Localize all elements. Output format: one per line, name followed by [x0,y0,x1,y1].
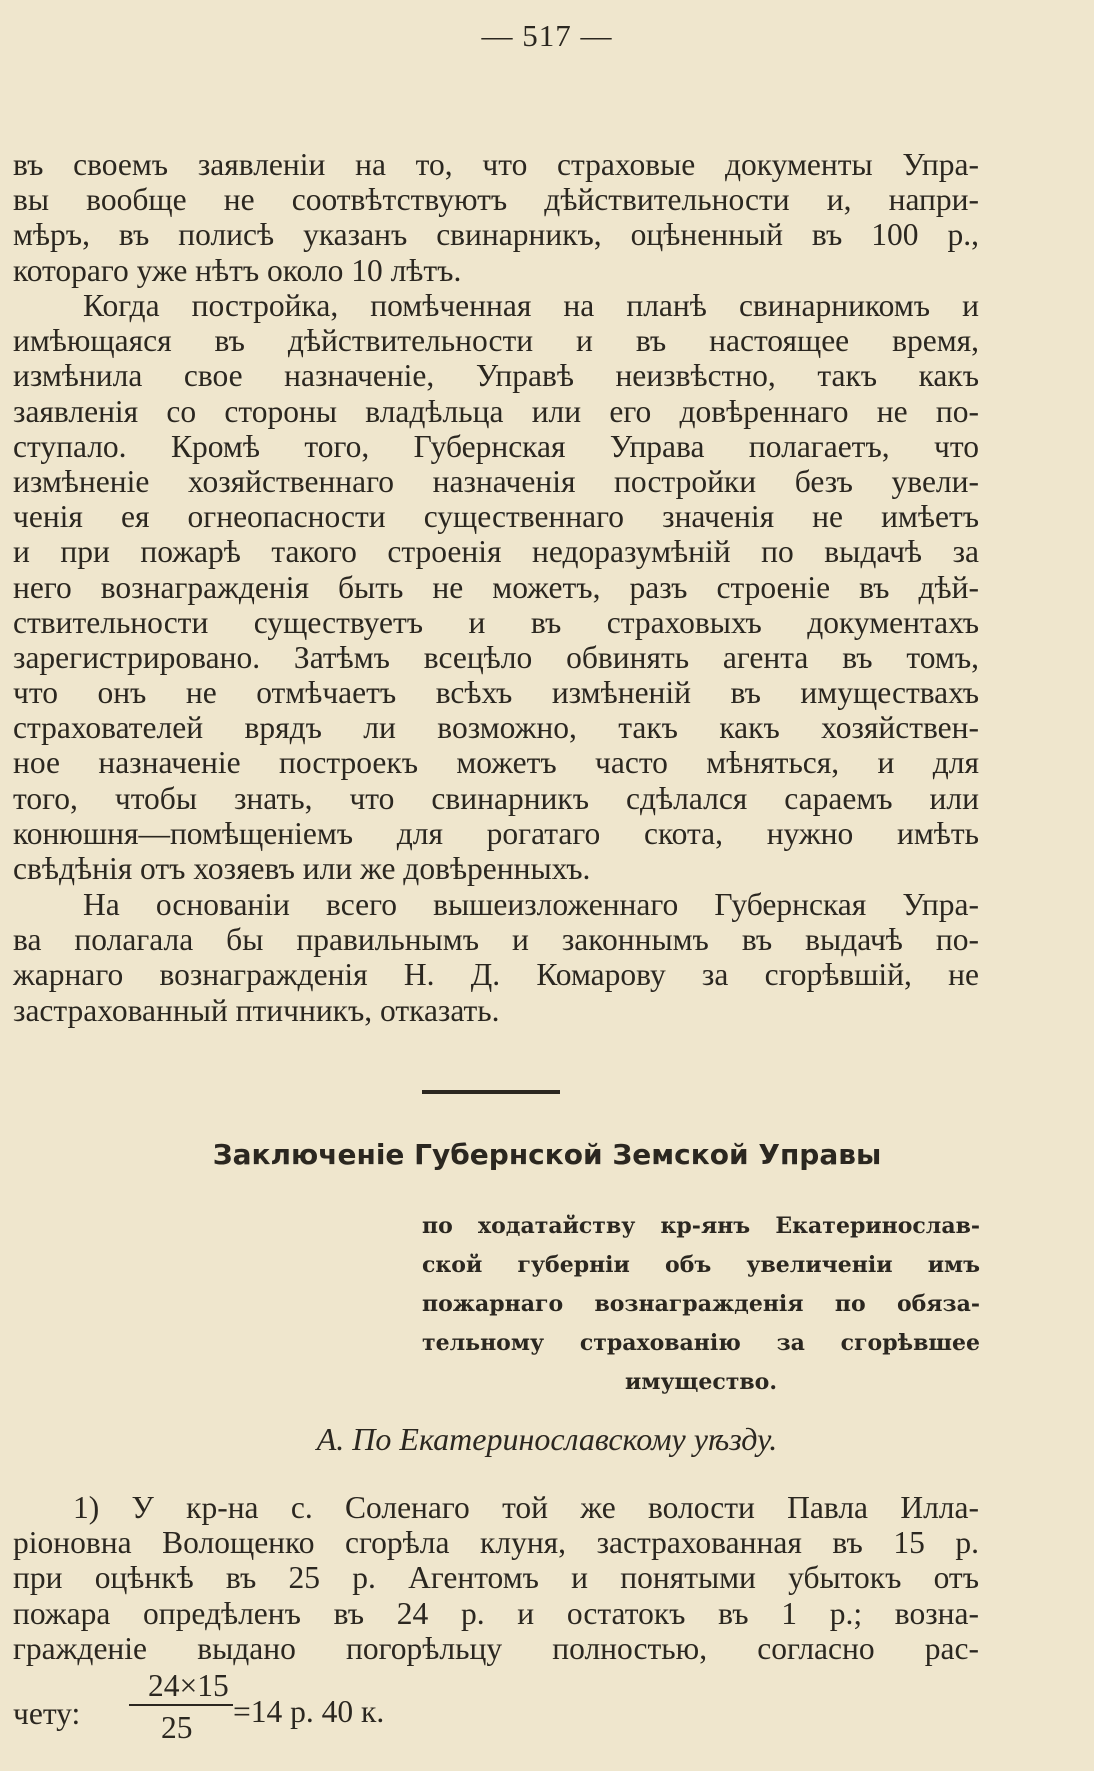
paragraph-3 [13,887,979,1028]
subheading-line: по ходатайству кр-янъ Екатеринослав- [422,1213,980,1239]
text-line: пожара опредѣленъ въ 24 р. и остатокъ въ 1 р.; возна- [13,1595,979,1631]
page-number: — 517 — [481,18,613,53]
paragraph-4 [13,1490,979,1666]
paragraph-1 [13,147,979,288]
subheading-line: тельному страхованію за сгорѣвшее [422,1330,980,1356]
text-line: того, чтобы знать, что свинарникъ сдѣлался сараемъ или [13,780,979,816]
text-line: въ своемъ заявленіи на то, что страховые документы Упра- [13,147,979,182]
text-line: свѣдѣнія отъ хозяевъ или же довѣренныхъ. [13,851,591,886]
text-line: что онъ не отмѣчаетъ всѣхъ измѣненій въ имуществахъ [13,675,979,711]
text-line: ріоновна Волощенко сгорѣла клуня, застрахованная въ 15 р. [13,1525,979,1561]
formula-label: чету: [13,1696,81,1731]
text-line: котораго уже нѣтъ около 10 лѣтъ. [13,252,462,288]
text-line: страхователей врядъ ли возможно, такъ какъ хозяйствен- [13,710,979,746]
fraction-bar [129,1704,233,1706]
calculation-formula [13,1668,713,1758]
text-line: застрахованный птичникъ, отказать. [13,992,500,1028]
sub-heading [422,1207,980,1402]
section-heading: Заключеніе Губернской Земской Управы [212,1138,882,1171]
text-line: измѣненіе хозяйственнаго назначенія постройки безъ увели- [13,463,979,499]
paragraph-2 [13,288,979,886]
subheading-line: ской губерніи объ увеличеніи имъ [422,1252,980,1278]
subheading-line: пожарнаго вознагражденія по обяза- [422,1291,980,1317]
text-line: вы вообще не соотвѣтствуютъ дѣйствительности и, напри- [13,182,979,218]
text-line: ченія ея огнеопасности существеннаго значенія не имѣетъ [13,499,979,535]
text-line: На основаніи всего вышеизложеннаго Губернская Упра- [83,887,979,922]
formula-numerator: 24×15 [148,1668,229,1703]
text-line: него вознагражденія быть не можетъ, разъ строеніе въ дѣй- [13,569,979,605]
text-line: гражденіе выдано погорѣльцу полностью, согласно рас- [13,1630,979,1666]
section-title: А. По Екатеринославскому уѣзду. [316,1421,778,1457]
text-line: имѣющаяся въ дѣйствительности и въ настоящее время, [13,323,979,359]
text-line: Когда постройка, помѣченная на планѣ свинарникомъ и [83,288,979,323]
formula-denominator: 25 [161,1710,193,1745]
text-line: ва полагала бы правильнымъ и законнымъ въ выдачѣ по- [13,922,979,958]
text-line: ступало. Кромѣ того, Губернская Управа полагаетъ, что [13,428,979,464]
text-line: измѣнила свое назначеніе, Управѣ неизвѣстно, такъ какъ [13,358,979,394]
text-line: жарнаго вознагражденія Н. Д. Комарову за сгорѣвшій, не [13,957,979,993]
text-line: ное назначеніе построекъ можетъ часто мѣняться, и для [13,745,979,781]
text-line: и при пожарѣ такого строенія недоразумѣній по выдачѣ за [13,534,979,570]
text-line: 1) У кр-на с. Соленаго той же волости Павла Илла- [73,1490,979,1525]
text-line: при оцѣнкѣ въ 25 р. Агентомъ и понятыми убытокъ отъ [13,1560,979,1596]
text-line: заявленія со стороны владѣльца или его довѣреннаго не по- [13,393,979,429]
section-divider [422,1090,560,1094]
text-line: мѣръ, въ полисѣ указанъ свинарникъ, оцѣненный въ 100 р., [13,217,979,253]
subheading-line: имущество. [625,1369,777,1395]
text-line: ствительности существуетъ и въ страховыхъ документахъ [13,604,979,640]
formula-result: =14 р. 40 к. [233,1694,385,1729]
text-line: зарегистрировано. Затѣмъ всецѣло обвинять агента въ томъ, [13,639,979,675]
text-line: конюшня—помѣщеніемъ для рогатаго скота, нужно имѣть [13,815,979,851]
